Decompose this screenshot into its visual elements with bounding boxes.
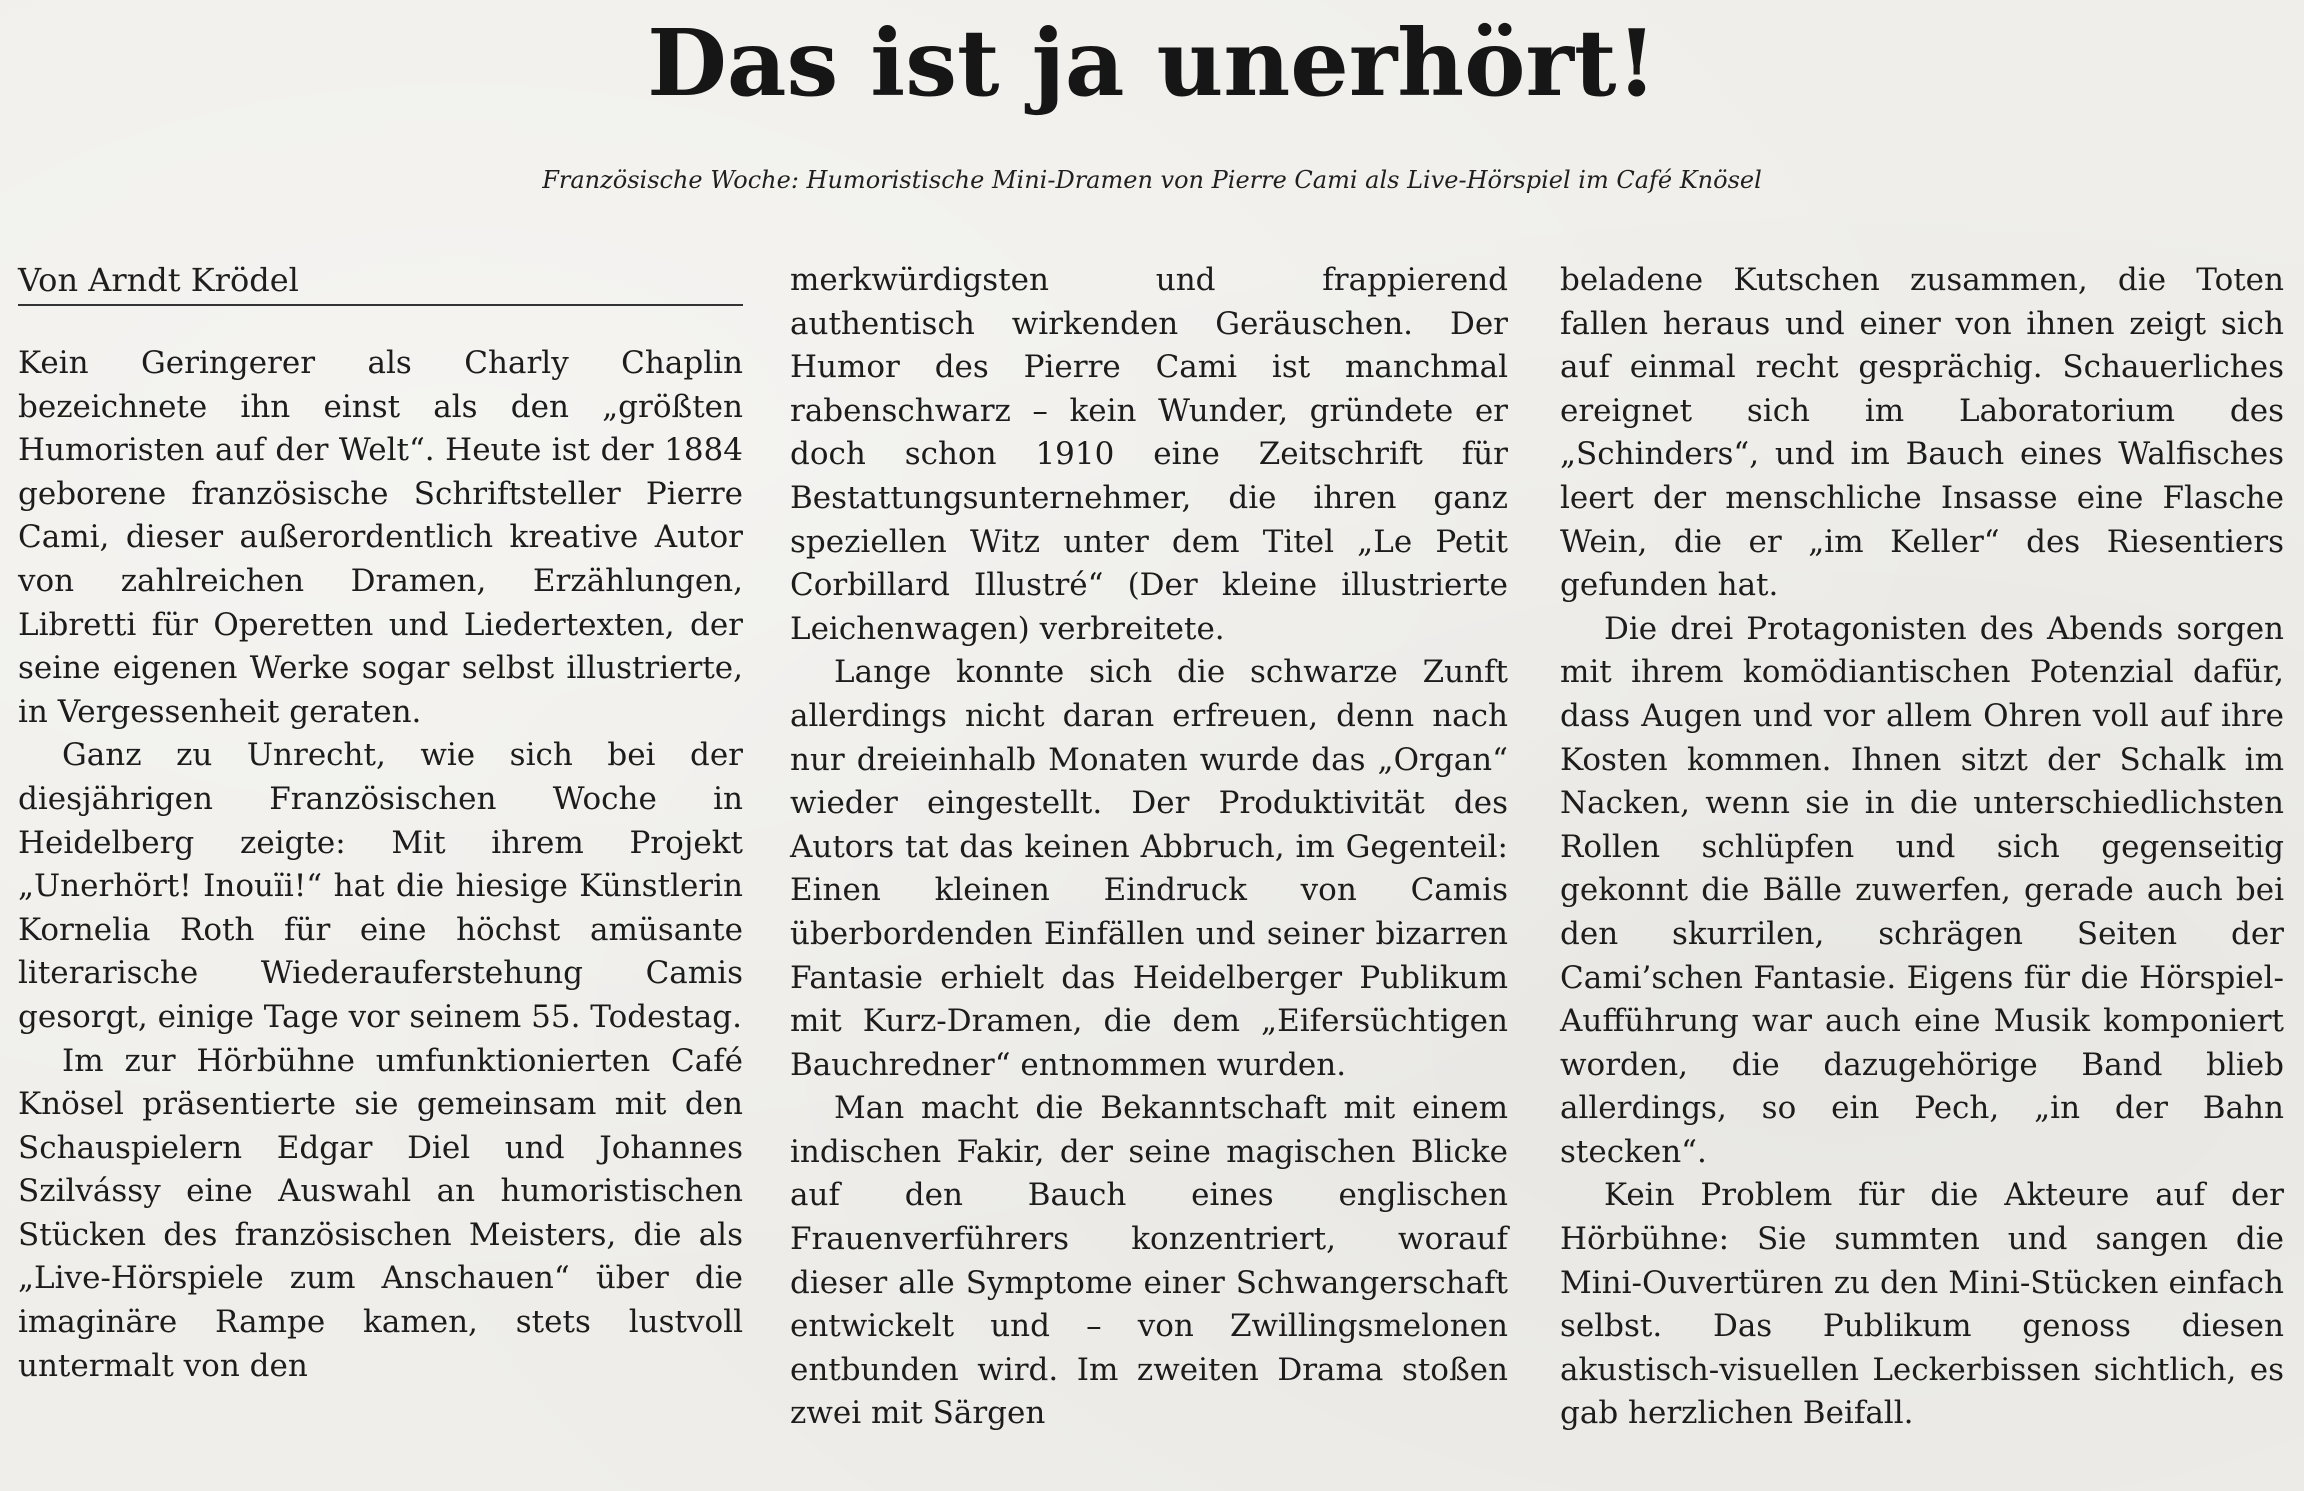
paragraph: Kein Geringerer als Charly Chaplin bezeichnete ihn einst als den „größten Humoristen auf der Welt“. Heute ist der 1884 geborene französische Schriftsteller Pierre Cami, dieser außerordentlich kreative Autor von zahlreichen Dramen, Erzählungen, Libretti für Operetten und Liedertexten, der seine eigenen Werke sogar selbst illustrierte, in Vergessenheit geraten. <box>18 345 743 730</box>
paragraph: Lange konnte sich die schwarze Zunft allerdings nicht daran erfreuen, denn nach nur dreieinhalb Monaten wurde das „Organ“ wieder eingestellt. Der Produktivität des Autors tat das keinen Abbruch, im Gegenteil: Einen kleinen Eindruck von Camis überbordenden Einfällen und seiner bizarren Fantasie erhielt das Heidelberger Publikum mit Kurz-Dramen, die dem „Eifersüchtigen Bauchredner“ entnommen wurden. <box>790 654 1508 1083</box>
paragraph: Im zur Hörbühne umfunktionierten Café Knösel präsentierte sie gemeinsam mit den Schauspielern Edgar Diel und Johannes Szilvássy eine Auswahl an humoristischen Stücken des französischen Meisters, die als „Live-Hörspiele zum Anschauen“ über die imaginäre Rampe kamen, stets lustvoll untermalt von den <box>18 1042 743 1384</box>
subheadline: Französische Woche: Humoristische Mini-Dramen von Pierre Cami als Live-Hörspiel im Café Knösel <box>542 166 1762 194</box>
byline: Von Arndt Krödel <box>18 258 743 306</box>
paragraph: Ganz zu Unrecht, wie sich bei der diesjährigen Französischen Woche in Heidelberg zeigte: Mit ihrem Projekt „Unerhört! Inouïi!“ hat die hiesige Künstlerin Kornelia Roth für eine höchst amüsante literarische Wiederauferstehung Camis gesorgt, einige Tage vor seinem 55. Todestag. <box>18 737 743 1035</box>
article-column-2 <box>790 259 1508 1436</box>
paragraph: Man macht die Bekanntschaft mit einem indischen Fakir, der seine magischen Blicke auf den Bauch eines englischen Frauenverführers konzentriert, worauf dieser alle Symptome einer Schwangerschaft entwickelt und – von Zwillingsmelonen entbunden wird. Im zweiten Drama stoßen zwei mit Särgen <box>790 1090 1508 1432</box>
article-column-3 <box>1560 259 2284 1436</box>
paragraph: Kein Problem für die Akteure auf der Hörbühne: Sie summten und sangen die Mini-Ouvertüren zu den Mini-Stücken einfach selbst. Das Publikum genoss diesen akustisch-visuellen Leckerbissen sichtlich, es gab herzlichen Beifall. <box>1560 1177 2284 1432</box>
headline: Das ist ja unerhört! <box>647 9 1657 117</box>
paragraph: Die drei Protagonisten des Abends sorgen mit ihrem komödiantischen Potenzial dafür, dass Augen und vor allem Ohren voll auf ihre Kosten kommen. Ihnen sitzt der Schalk im Nacken, wenn sie in die unterschiedlichsten Rollen schlüpfen und sich gegenseitig gekonnt die Bälle zuwerfen, gerade auch bei den skurrilen, schrägen Seiten der Cami’schen Fantasie. Eigens für die Hörspiel-Aufführung war auch eine Musik komponiert worden, die dazugehörige Band blieb allerdings, so ein Pech, „in der Bahn stecken“. <box>1560 610 2284 1170</box>
paragraph: merkwürdigsten und frappierend authentisch wirkenden Geräuschen. Der Humor des Pierre Cami ist manchmal rabenschwarz – kein Wunder, gründete er doch schon 1910 eine Zeitschrift für Bestattungsunternehmer, die ihren ganz speziellen Witz unter dem Titel „Le Petit Corbillard Illustré“ (Der kleine illustrierte Leichenwagen) verbreitete. <box>790 262 1508 647</box>
article-column-1 <box>18 342 743 1388</box>
paragraph: beladene Kutschen zusammen, die Toten fallen heraus und einer von ihnen zeigt sich auf einmal recht gesprächig. Schauerliches ereignet sich im Laboratorium des „Schinders“, und im Bauch eines Walfisches leert der menschliche Insasse eine Flasche Wein, die er „im Keller“ des Riesentiers gefunden hat. <box>1560 262 2284 604</box>
